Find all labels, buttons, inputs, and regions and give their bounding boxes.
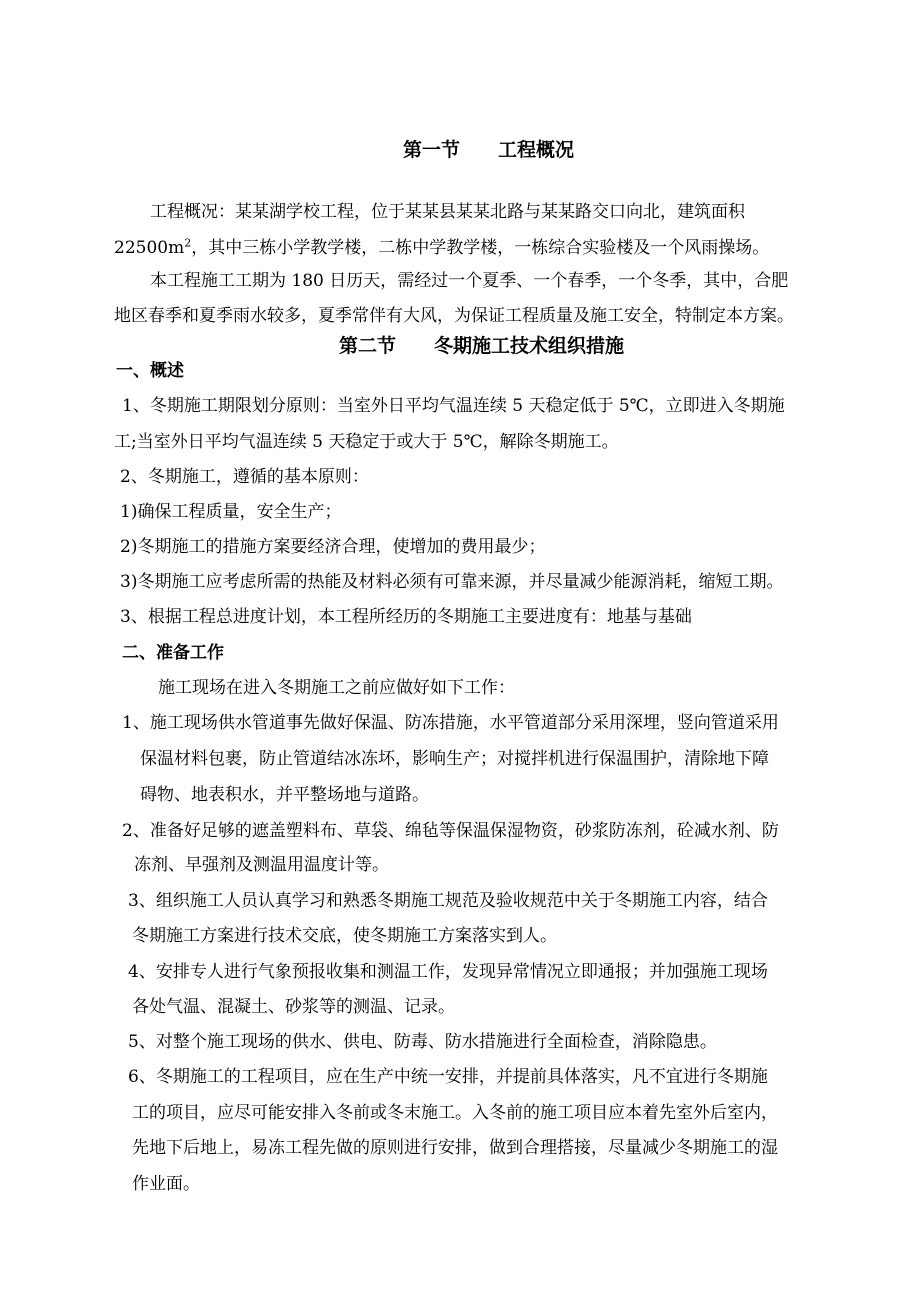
list-item-line: 4、安排专人进行气象预报收集和测温工作，发现异常情况立即通报；并加强施工现场: [128, 962, 768, 982]
list-item-line: 保温材料包裹，防止管道结冰冻坏，影响生产；对搅拌机进行保温围护，清除地下障: [140, 749, 769, 769]
heading-overview: 一、概述: [116, 361, 184, 381]
list-item-line: 2)冬期施工的措施方案要经济合理，使增加的费用最少；: [120, 537, 546, 557]
area-value: 22500m: [114, 238, 185, 258]
list-item-line: 工的项目，应尽可能安排入冬前或冬末施工。入冬前的施工项目应本着先室外后室内，: [132, 1103, 778, 1123]
section-1-title: 第一节 工程概况: [403, 139, 575, 161]
list-item-line: 先地下后地上，易冻工程先做的原则进行安排，做到合理搭接，尽量减少冬期施工的湿: [132, 1138, 778, 1158]
list-item-line: 1、冬期施工期限划分原则：当室外日平均气温连续 5 天稳定低于 5℃，立即进入冬期施: [122, 396, 785, 416]
list-item-line: 2、冬期施工，遵循的基本原则：: [120, 467, 369, 487]
list-item-line: 3、根据工程总进度计划，本工程所经历的冬期施工主要进度有：地基与基础: [120, 607, 692, 627]
area-unit-superscript: 2: [184, 236, 192, 250]
paragraph-text: ，其中三栋小学教学楼，二栋中学教学楼，一栋综合实验楼及一个风雨操场。: [191, 238, 770, 258]
paragraph-line: 工程概况：某某湖学校工程，位于某某县某某北路与某某路交口向北，建筑面积: [150, 202, 745, 222]
list-item-line: 碍物、地表积水，并平整场地与道路。: [140, 785, 429, 805]
list-item-line: 3、组织施工人员认真学习和熟悉冬期施工规范及验收规范中关于冬期施工内容，结合: [128, 891, 768, 911]
list-item-line: 各处气温、混凝土、砂浆等的测温、记录。: [132, 997, 455, 1017]
list-item-line: 2、准备好足够的遮盖塑料布、草袋、绵毡等保温保湿物资，砂浆防冻剂，砼减水剂、防: [122, 821, 779, 841]
heading-preparation: 二、准备工作: [122, 643, 224, 663]
paragraph-line: [114, 236, 770, 258]
list-item-line: 冻剂、早强剂及测温用温度计等。: [134, 855, 389, 875]
list-item-line: 1)确保工程质量，安全生产；: [120, 502, 342, 522]
list-item-line: 作业面。: [132, 1174, 200, 1194]
list-item-line: 6、冬期施工的工程项目，应在生产中统一安排，并提前具体落实，凡不宜进行冬期施: [128, 1067, 768, 1087]
paragraph-line: 本工程施工工期为 180 日历天，需经过一个夏季、一个春季，一个冬季，其中，合肥: [150, 271, 789, 291]
section-2-title: 第二节 冬期施工技术组织措施: [339, 335, 625, 357]
list-item-line: 5、对整个施工现场的供水、供电、防毒、防水措施进行全面检查，消除隐患。: [128, 1032, 717, 1052]
list-item-line: 冬期施工方案进行技术交底，使冬期施工方案落实到人。: [132, 926, 557, 946]
paragraph-line: 地区春季和夏季雨水较多，夏季常伴有大风，为保证工程质量及施工安全，特制定本方案。: [114, 306, 794, 326]
preparation-intro: 施工现场在进入冬期施工之前应做好如下工作：: [158, 678, 515, 698]
list-item-line: 1、施工现场供水管道事先做好保温、防冻措施，水平管道部分采用深埋，竖向管道采用: [122, 713, 779, 733]
list-item-line: 工;当室外日平均气温连续 5 天稳定于或大于 5℃，解除冬期施工。: [114, 432, 619, 452]
list-item-line: 3)冬期施工应考虑所需的热能及材料必须有可靠来源，并尽量减少能源消耗，缩短工期。: [120, 572, 784, 592]
